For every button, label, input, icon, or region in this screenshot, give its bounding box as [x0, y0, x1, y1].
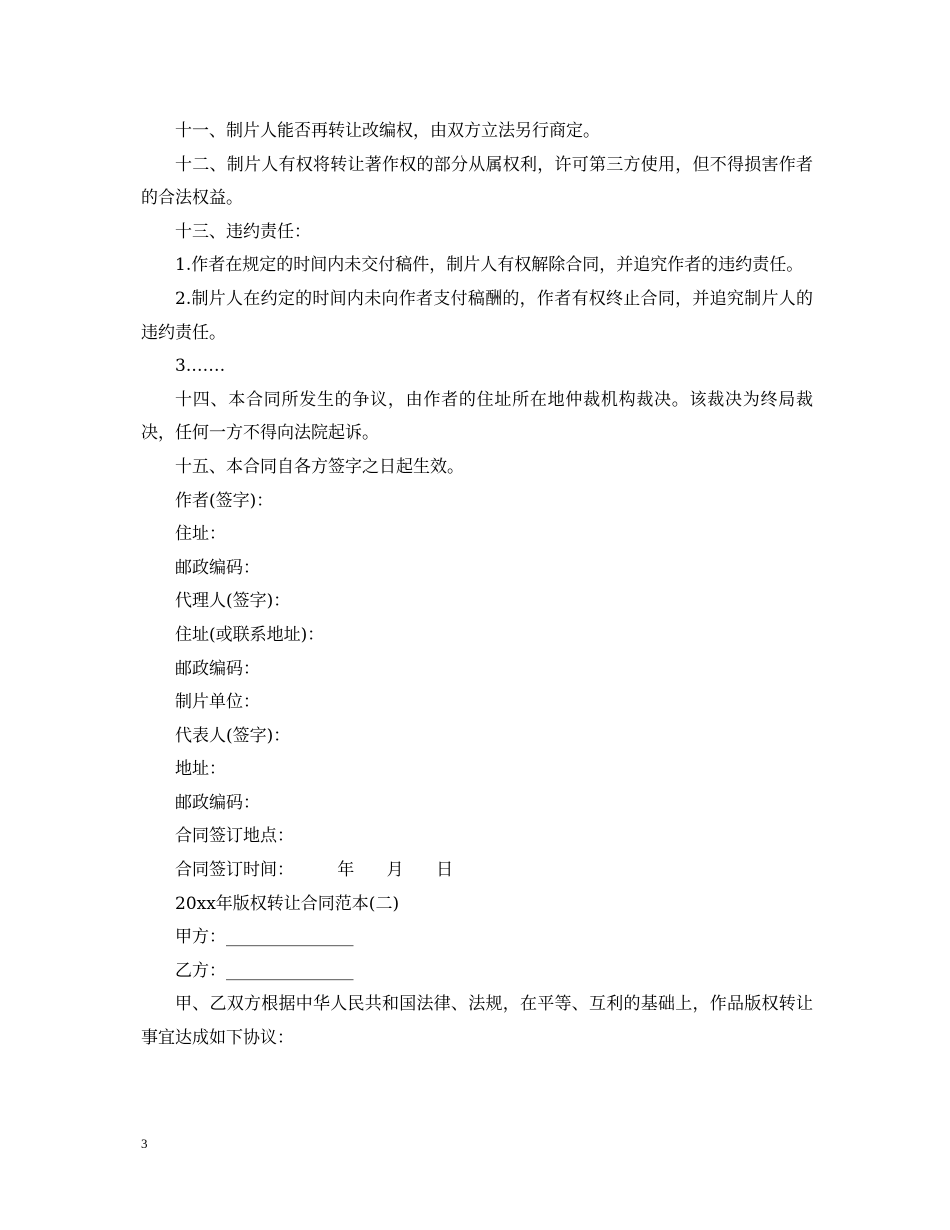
author-postcode-line: 邮政编码： [175, 557, 260, 578]
page-number: 3 [141, 1136, 148, 1151]
clause-15: 十五、本合同自各方签字之日起生效。 [175, 456, 464, 477]
producer-postcode-line: 邮政编码： [175, 792, 260, 813]
producer-address-line: 地址： [175, 759, 226, 780]
clause-13-item-1: 1.作者在规定的时间内未交付稿件，制片人有权解除合同，并追究作者的违约责任。 [175, 255, 804, 276]
party-b-line: 乙方：_______________ [175, 960, 354, 981]
producer-unit-line: 制片单位： [175, 692, 260, 713]
party-a-line: 甲方：_______________ [175, 927, 354, 948]
agent-address-line: 住址(或联系地址)： [175, 624, 325, 645]
clause-13-item-3: 3.…… [175, 356, 226, 377]
agent-signature-line: 代理人(签字)： [175, 591, 291, 612]
document-body [141, 115, 813, 1056]
clause-13-heading: 十三、违约责任： [175, 221, 311, 242]
agent-postcode-line: 邮政编码： [175, 658, 260, 679]
representative-signature-line: 代表人(签字)： [175, 725, 291, 746]
clause-12: 十二、制片人有权将转让著作权的部分从属权利，许可第三方使用，但不得损害作者的合法权益。 [141, 154, 813, 209]
author-signature-line: 作者(签字)： [175, 490, 274, 511]
section-title: 20xx年版权转让合同范本(二) [175, 893, 400, 914]
author-address-line: 住址： [175, 524, 226, 545]
agreement-preamble: 甲、乙双方根据中华人民共和国法律、法规，在平等、互利的基础上，作品版权转让事宜达成如下协议： [141, 994, 813, 1049]
clause-14: 十四、本合同所发生的争议，由作者的住址所在地仲裁机构裁决。该裁决为终局裁决，任何一方不得向法院起诉。 [141, 389, 813, 444]
signing-date-line: 合同签订时间： 年 月 日 [175, 860, 454, 881]
signing-place-line: 合同签订地点： [175, 826, 294, 847]
clause-13-item-2: 2.制片人在约定的时间内未向作者支付稿酬的，作者有权终止合同，并追究制片人的违约责任。 [141, 288, 813, 343]
clause-11: 十一、制片人能否再转让改编权，由双方立法另行商定。 [175, 121, 600, 141]
